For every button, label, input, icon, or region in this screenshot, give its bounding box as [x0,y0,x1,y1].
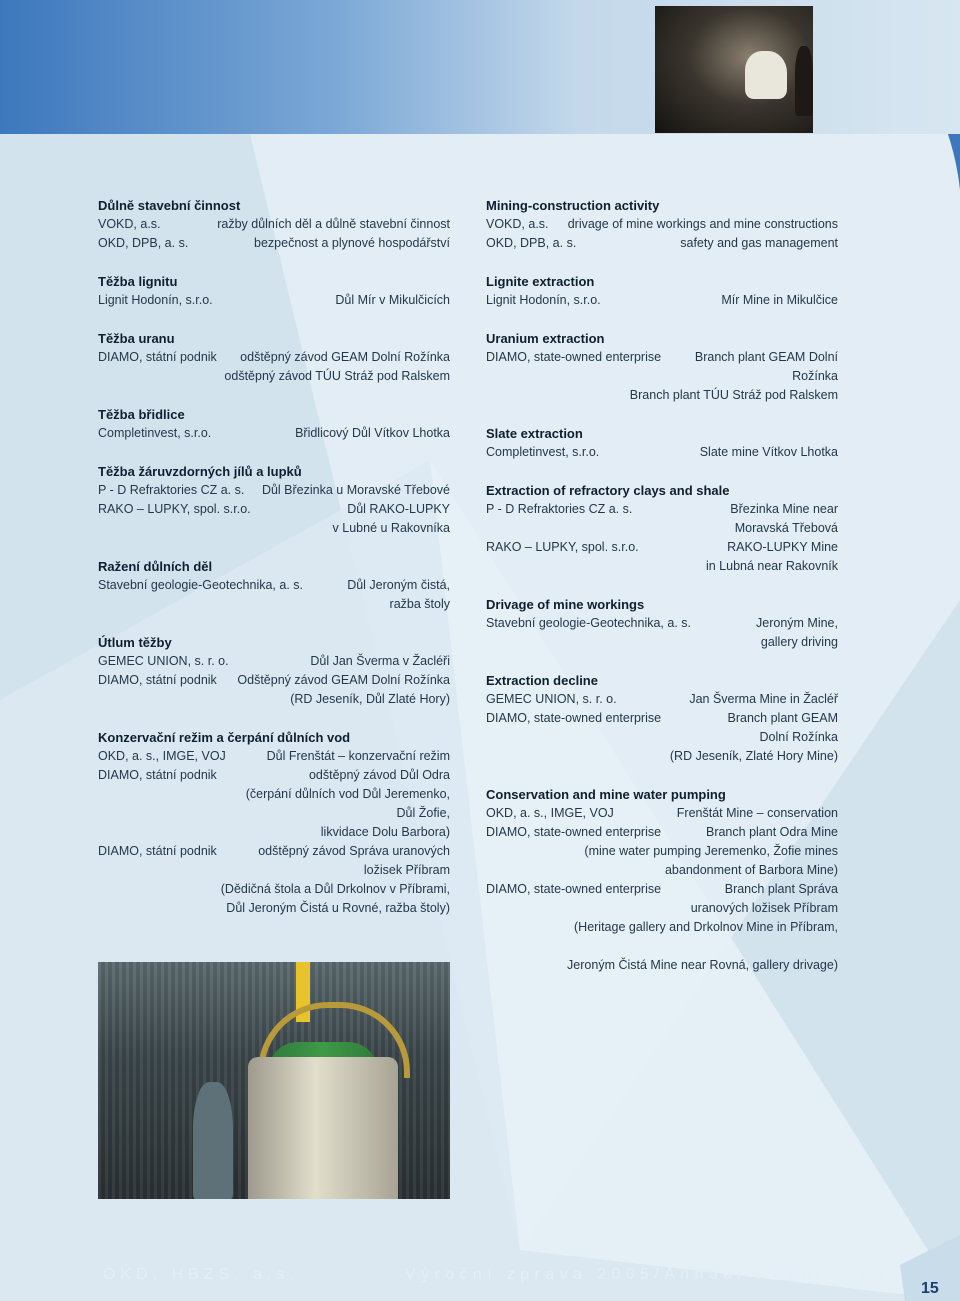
activity: Slate mine Vítkov Lhotka [699,445,838,459]
entry-row [98,348,450,367]
activity: (RD Jeseník, Zlaté Hory Mine) [669,749,838,763]
company: Completinvest, s.r.o. [486,445,600,459]
entry-row [98,690,450,709]
activity: uranových ložisek Příbram [690,901,838,915]
entry-row [98,747,450,766]
section-heading: Drivage of mine workings [486,597,645,612]
footer-report-title: Výroční zpráva 2005/Annual Report 2005 [405,1266,904,1283]
entry-row [486,918,838,937]
entry-row [486,842,838,861]
entry-row [98,861,450,880]
entry-row [98,367,450,386]
company: DIAMO, státní podnik [98,673,217,687]
section-heading: Důlně stavební činnost [98,198,241,213]
section-slate-cs [98,405,450,443]
entry-row [486,709,838,728]
section-lignite-cs [98,272,450,310]
activity: Dolní Rožínka [759,730,838,744]
activity: Břidlicový Důl Vítkov Lhotka [295,426,450,440]
entry-row [486,386,838,405]
activity: Branch plant Správa [724,882,838,896]
section-mining-construction-en [486,196,838,253]
section-heading: Extraction decline [486,673,598,688]
header-band [0,0,960,134]
company: Lignit Hodonín, s.r.o. [486,293,601,307]
entry-row [486,880,838,899]
section-heading: Slate extraction [486,426,583,441]
section-drivage-en [486,595,838,652]
entry-row [98,785,450,804]
entry-row [98,424,450,443]
footer-company: OKD, HBZS, a.s. [103,1266,299,1283]
activity: ražba štoly [389,597,450,611]
activity: Rožínka [792,369,838,383]
activity: odštěpný závod GEAM Dolní Rožínka [240,350,450,364]
company: P - D Refraktories CZ a. s. [98,483,245,497]
entry-row [98,899,450,918]
activity: bezpečnost a plynové hospodářství [254,236,450,250]
company: DIAMO, státní podnik [98,350,217,364]
entry-row [486,728,838,747]
section-slate-en [486,424,838,462]
section-uranium-cs [98,329,450,386]
section-heading: Těžba žáruvzdorných jílů a lupků [98,464,302,479]
entry-row [98,291,450,310]
entry-row [486,937,838,956]
section-lignite-en [486,272,838,310]
company: DIAMO, státní podnik [98,768,217,782]
entry-row [486,367,838,386]
entry-row [486,861,838,880]
company: RAKO – LUPKY, spol. s.r.o. [486,540,639,554]
entry-row [486,690,838,709]
entry-row [486,557,838,576]
activity: Důl Jeroným čistá, [347,578,450,592]
company: Stavební geologie-Geotechnika, a. s. [486,616,691,630]
section-decline-cs [98,633,450,709]
section-refractory-en [486,481,838,576]
activity: likvidace Dolu Barbora) [320,825,450,839]
company: OKD, a. s., IMGE, VOJ [98,749,226,763]
section-heading: Těžba uranu [98,331,175,346]
horse-shape [745,51,787,99]
entry-row [98,500,450,519]
section-uranium-en [486,329,838,405]
activity: Důl Jan Šverma v Žacléři [310,654,450,668]
section-heading: Lignite extraction [486,274,595,289]
miner-shape [795,46,813,116]
company: DIAMO, state-owned enterprise [486,350,662,364]
section-heading: Těžba lignitu [98,274,178,289]
company: OKD, DPB, a. s. [486,236,577,250]
activity: Důl Mír v Mikulčicích [335,293,450,307]
activity: odštěpný závod Důl Odra [308,768,450,782]
activity: Důl Březinka u Moravské Třebové [261,483,450,497]
activity: (Dědičná štola a Důl Drkolnov v Příbrami, [220,882,450,896]
activity: odštěpný závod Správa uranových [258,844,450,858]
company: Stavební geologie-Geotechnika, a. s. [98,578,303,592]
activity: RAKO-LUPKY Mine [727,540,838,554]
section-heading: Konzervační režim a čerpání důlních vod [98,730,351,745]
entry-row [98,671,450,690]
bucket-shape [248,1057,398,1199]
section-heading: Mining-construction activity [486,198,660,213]
entry-row [98,804,450,823]
entry-row [486,500,838,519]
company: Lignit Hodonín, s.r.o. [98,293,213,307]
company: RAKO – LUPKY, spol. s.r.o. [98,502,251,516]
activity: (Heritage gallery and Drkolnov Mine in Příbram, [574,920,838,934]
activity: Březinka Mine near [730,502,838,516]
worker-shape [193,1082,233,1199]
activity: Mír Mine in Mikulčice [721,293,838,307]
activity: Důl Žofie, [396,806,450,820]
activity: Moravská Třebová [734,521,838,535]
entry-row [486,899,838,918]
activity: drivage of mine workings and mine constructions [567,217,838,231]
company: OKD, a. s., IMGE, VOJ [486,806,614,820]
activity: Jeroným Mine, [756,616,838,630]
entry-row [98,595,450,614]
activity: Branch plant GEAM [727,711,838,725]
entry-row [486,823,838,842]
entry-row [98,519,450,538]
activity: Frenštát Mine – conservation [676,806,838,820]
company: VOKD, a.s. [98,217,161,231]
entry-row [486,519,838,538]
section-heading: Těžba břidlice [98,407,185,422]
activity: Jeroným Čistá Mine near Rovná, gallery drivage) [567,958,838,972]
company: GEMEC UNION, s. r. o. [486,692,617,706]
bottom-photo-miners-in-bucket [98,962,450,1199]
top-photo-miner-with-horse [655,6,813,133]
activity: Důl RAKO-LUPKY [347,502,450,516]
activity: (mine water pumping Jeremenko, Žofie mines [584,844,838,858]
section-mining-construction-cs [98,196,450,253]
section-drivage-cs [98,557,450,614]
activity: Branch plant GEAM Dolní [694,350,838,364]
activity: gallery driving [760,635,838,649]
activity: ložisek Příbram [363,863,450,877]
entry-row [98,880,450,899]
entry-row [486,348,838,367]
entry-row [486,291,838,310]
activity: Důl Jeroným Čistá u Rovné, ražba štoly) [226,901,450,915]
activity: Branch plant TÚU Stráž pod Ralskem [629,388,838,402]
section-heading: Conservation and mine water pumping [486,787,726,802]
entry-row [486,234,838,253]
entry-row [98,766,450,785]
company: Completinvest, s.r.o. [98,426,212,440]
entry-row [98,842,450,861]
activity: ražby důlních děl a důlně stavební činnost [217,217,450,231]
company: OKD, DPB, a. s. [98,236,189,250]
activity: Důl Frenštát – konzervační režim [266,749,450,763]
entry-row [486,538,838,557]
section-heading: Ražení důlních děl [98,559,213,574]
entry-row [486,804,838,823]
activity: Odštěpný závod GEAM Dolní Rožínka [237,673,450,687]
activity: Jan Šverma Mine in Žacléř [689,692,838,706]
company: DIAMO, state-owned enterprise [486,711,662,725]
activity: (čerpání důlních vod Důl Jeremenko, [245,787,450,801]
activity: abandonment of Barbora Mine) [664,863,838,877]
company: VOKD, a.s. [486,217,549,231]
company: DIAMO, státní podnik [98,844,217,858]
section-conservation-cs [98,728,450,918]
section-heading: Uranium extraction [486,331,605,346]
activity: odštěpný závod TÚU Stráž pod Ralskem [224,369,450,383]
entry-row [486,614,838,633]
activity: v Lubné u Rakovníka [332,521,450,535]
company: GEMEC UNION, s. r. o. [98,654,229,668]
activity: (RD Jeseník, Důl Zlaté Hory) [290,692,450,706]
entry-row [486,215,838,234]
page-number: 15 [921,1280,939,1297]
section-decline-en [486,671,838,766]
entry-row [98,234,450,253]
activity: Branch plant Odra Mine [705,825,838,839]
section-heading: Útlum těžby [98,635,172,650]
activity: safety and gas management [680,236,838,250]
company: P - D Refraktories CZ a. s. [486,502,633,516]
entry-row [98,215,450,234]
company: DIAMO, state-owned enterprise [486,825,662,839]
entry-row [98,481,450,500]
section-refractory-cs [98,462,450,538]
section-heading: Extraction of refractory clays and shale [486,483,730,498]
entry-row [98,576,450,595]
entry-row [486,956,838,975]
entry-row [486,443,838,462]
entry-row [98,823,450,842]
entry-row [486,747,838,766]
activity: in Lubná near Rakovník [705,559,838,573]
entry-row [486,633,838,652]
section-conservation-en [486,785,838,975]
entry-row [98,652,450,671]
company: DIAMO, state-owned enterprise [486,882,662,896]
